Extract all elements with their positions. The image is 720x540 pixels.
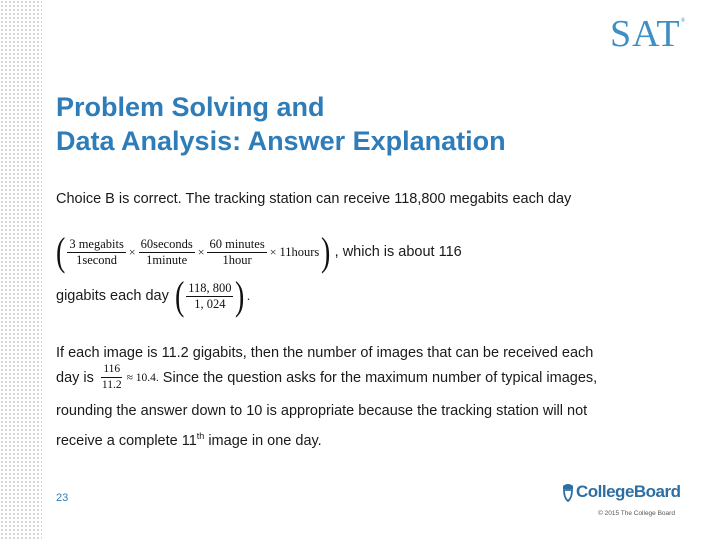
paragraph-3-line-3: rounding the answer down to 10 is appropriate because the tracking station will not	[56, 403, 588, 419]
page-title	[56, 90, 506, 158]
title-line-2: Data Analysis: Answer Explanation	[56, 126, 506, 156]
dotted-side-pattern	[0, 0, 42, 540]
sat-logo-text: SAT	[610, 13, 681, 55]
page-number: 23	[56, 492, 69, 504]
paragraph-3-line-2: day is $\frac{116}{11.2}$ ≈ 10.4. Since the question asks for the maximum number of typical images,	[56, 363, 598, 391]
gigabits-line: gigabits each day ( $\frac{118, 800}{1, 024}$ ) .	[56, 273, 251, 318]
calculation-expression: ( $\frac{\text{3 megabits}}{\text{1second}}$ × $\frac{\text{60seconds}}{\text{1minute}}$ × $\frac{\text{60 minutes}}{\text{1hour}}$ × 11hours ) , which is about 116	[55, 229, 462, 274]
fraction-gigabits: $\frac{118, 800}{1, 024}$	[188, 280, 232, 311]
hours-term: 11hours	[279, 244, 320, 259]
fraction-seconds: $\frac{\text{60seconds}}{\text{1minute}}$	[140, 236, 193, 267]
fraction-rate: $\frac{\text{3 megabits}}{\text{1second}}$	[69, 236, 124, 267]
right-paren: )	[321, 229, 331, 274]
left-paren: (	[55, 229, 66, 274]
acorn-icon	[560, 482, 576, 502]
collegeboard-logo	[560, 482, 681, 502]
sat-logo	[610, 12, 686, 56]
paragraph-3-line-1: If each image is 11.2 gigabits, then the number of images that can be received each	[56, 345, 594, 361]
paragraph-1: Choice B is correct. The tracking station can receive 118,800 megabits each day	[56, 191, 572, 207]
title-line-1: Problem Solving and	[56, 92, 325, 122]
paragraph-3-line-4: receive a complete 11th image in one day.	[56, 431, 322, 449]
collegeboard-wordmark: CollegeBoard	[576, 482, 681, 501]
copyright-text: © 2015 The College Board	[598, 510, 675, 517]
expression-trailing-text: , which is about 116	[334, 244, 462, 260]
registered-mark: ®	[680, 18, 687, 24]
fraction-images: $\frac{116}{11.2}$	[101, 363, 122, 391]
fraction-minutes: $\frac{\text{60 minutes}}{\text{1hour}}$	[209, 236, 265, 267]
